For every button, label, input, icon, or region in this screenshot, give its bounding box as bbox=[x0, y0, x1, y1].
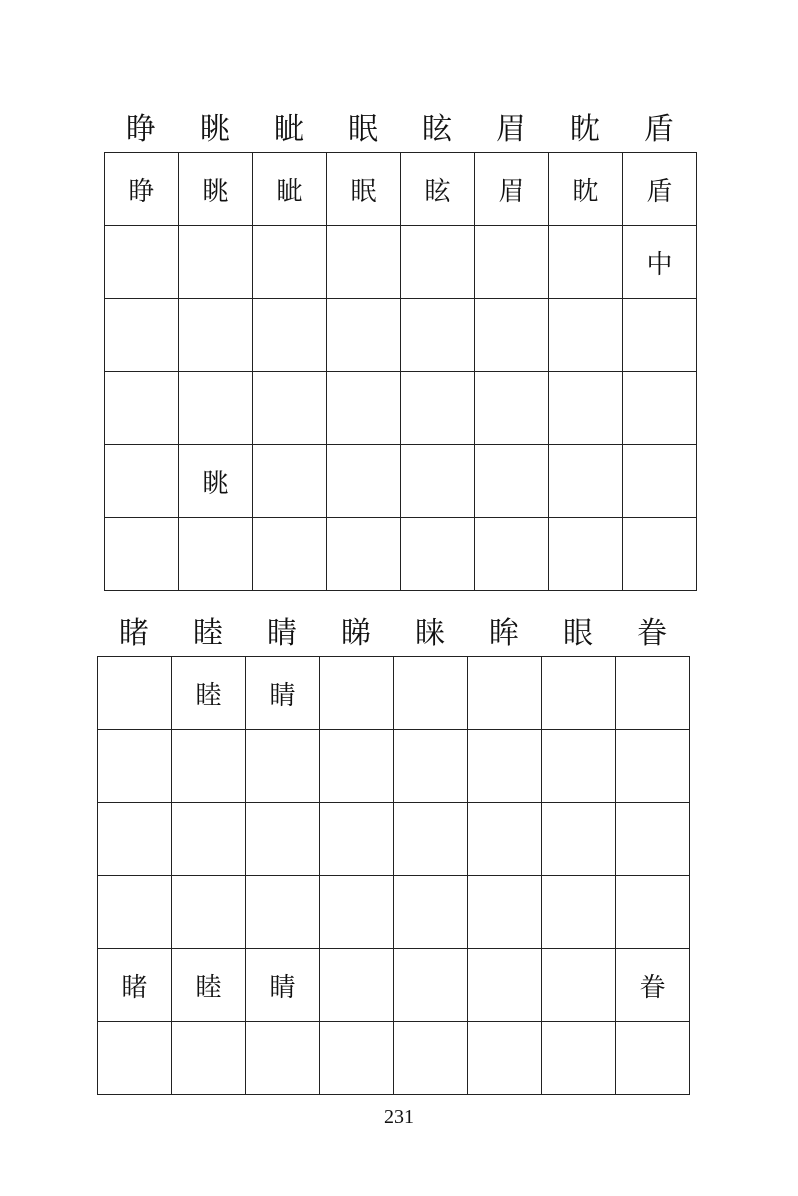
glyph-cell: 睁 bbox=[105, 153, 179, 226]
glyph-cell bbox=[98, 803, 172, 876]
column-header: 眸 bbox=[489, 616, 519, 651]
glyph-cell bbox=[320, 657, 394, 730]
glyph-cell bbox=[623, 372, 697, 445]
glyph-cell bbox=[616, 730, 690, 803]
column-header: 眉 bbox=[496, 112, 526, 147]
glyph-cell bbox=[246, 1022, 320, 1095]
glyph-cell bbox=[475, 372, 549, 445]
column-header: 睁 bbox=[126, 112, 156, 147]
glyph-cell bbox=[549, 518, 623, 591]
glyph-cell bbox=[468, 949, 542, 1022]
glyph-cell bbox=[542, 730, 616, 803]
glyph-cell bbox=[468, 1022, 542, 1095]
glyph-cell bbox=[542, 657, 616, 730]
glyph-cell bbox=[179, 372, 253, 445]
glyph-cell bbox=[394, 730, 468, 803]
glyph-cell bbox=[401, 372, 475, 445]
column-header: 眷 bbox=[637, 616, 667, 651]
glyph-cell: 睹 bbox=[98, 949, 172, 1022]
column-header: 眺 bbox=[200, 112, 230, 147]
glyph-cell bbox=[253, 372, 327, 445]
glyph-cell bbox=[394, 803, 468, 876]
column-header: 眈 bbox=[570, 112, 600, 147]
glyph-cell: 眺 bbox=[179, 153, 253, 226]
glyph-cell bbox=[401, 518, 475, 591]
glyph-cell: 眷 bbox=[616, 949, 690, 1022]
column-header: 睹 bbox=[119, 616, 149, 651]
glyph-cell bbox=[172, 730, 246, 803]
column-header: 睐 bbox=[415, 616, 445, 651]
column-header: 睇 bbox=[341, 616, 371, 651]
glyph-cell bbox=[172, 803, 246, 876]
glyph-cell: 中 bbox=[623, 226, 697, 299]
glyph-cell bbox=[616, 657, 690, 730]
glyph-cell: 睦 bbox=[172, 657, 246, 730]
glyph-cell bbox=[327, 299, 401, 372]
glyph-cell: 眈 bbox=[549, 153, 623, 226]
glyph-cell bbox=[179, 226, 253, 299]
glyph-cell: 眉 bbox=[475, 153, 549, 226]
glyph-cell bbox=[253, 518, 327, 591]
column-header: 睛 bbox=[267, 616, 297, 651]
glyph-cell bbox=[320, 949, 394, 1022]
glyph-cell bbox=[549, 226, 623, 299]
glyph-cell bbox=[179, 299, 253, 372]
glyph-cell: 睦 bbox=[172, 949, 246, 1022]
column-header: 盾 bbox=[644, 112, 674, 147]
glyph-cell bbox=[542, 949, 616, 1022]
glyph-cell bbox=[468, 730, 542, 803]
glyph-cell bbox=[246, 876, 320, 949]
glyph-cell bbox=[475, 518, 549, 591]
glyph-cell bbox=[401, 226, 475, 299]
glyph-cell: 眦 bbox=[253, 153, 327, 226]
glyph-cell: 睛 bbox=[246, 657, 320, 730]
glyph-cell bbox=[98, 730, 172, 803]
glyph-cell bbox=[105, 518, 179, 591]
column-header: 眼 bbox=[563, 616, 593, 651]
column-header: 眠 bbox=[348, 112, 378, 147]
glyph-cell bbox=[327, 372, 401, 445]
glyph-cell bbox=[623, 299, 697, 372]
glyph-cell bbox=[542, 803, 616, 876]
section-1-headers bbox=[104, 108, 696, 152]
glyph-cell bbox=[542, 1022, 616, 1095]
column-header: 眩 bbox=[422, 112, 452, 147]
glyph-cell bbox=[246, 730, 320, 803]
glyph-cell bbox=[616, 876, 690, 949]
glyph-cell bbox=[542, 876, 616, 949]
glyph-cell bbox=[320, 730, 394, 803]
glyph-cell bbox=[394, 949, 468, 1022]
glyph-cell bbox=[253, 226, 327, 299]
glyph-cell bbox=[327, 445, 401, 518]
section-2-headers bbox=[97, 612, 689, 656]
section-1-table bbox=[104, 152, 697, 591]
glyph-cell bbox=[253, 445, 327, 518]
glyph-cell bbox=[394, 876, 468, 949]
glyph-cell: 眩 bbox=[401, 153, 475, 226]
glyph-cell bbox=[105, 372, 179, 445]
glyph-cell bbox=[253, 299, 327, 372]
glyph-cell bbox=[246, 803, 320, 876]
glyph-cell: 睛 bbox=[246, 949, 320, 1022]
glyph-cell bbox=[172, 1022, 246, 1095]
glyph-cell bbox=[98, 657, 172, 730]
glyph-cell bbox=[549, 445, 623, 518]
glyph-cell bbox=[327, 226, 401, 299]
glyph-cell bbox=[320, 1022, 394, 1095]
glyph-cell bbox=[468, 876, 542, 949]
glyph-cell bbox=[179, 518, 253, 591]
glyph-cell bbox=[468, 803, 542, 876]
glyph-cell bbox=[475, 299, 549, 372]
glyph-cell bbox=[401, 445, 475, 518]
column-header: 眦 bbox=[274, 112, 304, 147]
glyph-cell bbox=[616, 803, 690, 876]
glyph-cell bbox=[623, 518, 697, 591]
glyph-cell bbox=[320, 876, 394, 949]
glyph-cell bbox=[327, 518, 401, 591]
page-number: 231 bbox=[384, 1106, 414, 1128]
glyph-cell bbox=[401, 299, 475, 372]
glyph-cell bbox=[394, 1022, 468, 1095]
glyph-cell bbox=[616, 1022, 690, 1095]
section-2-table bbox=[97, 656, 690, 1095]
glyph-cell bbox=[320, 803, 394, 876]
glyph-cell bbox=[172, 876, 246, 949]
column-header: 睦 bbox=[193, 616, 223, 651]
glyph-cell: 眠 bbox=[327, 153, 401, 226]
glyph-cell bbox=[105, 226, 179, 299]
glyph-cell: 眺 bbox=[179, 445, 253, 518]
glyph-cell bbox=[105, 445, 179, 518]
glyph-cell bbox=[98, 876, 172, 949]
glyph-cell bbox=[105, 299, 179, 372]
glyph-cell bbox=[549, 372, 623, 445]
glyph-cell bbox=[475, 445, 549, 518]
glyph-cell: 盾 bbox=[623, 153, 697, 226]
glyph-cell bbox=[623, 445, 697, 518]
glyph-cell bbox=[394, 657, 468, 730]
glyph-cell bbox=[549, 299, 623, 372]
glyph-cell bbox=[475, 226, 549, 299]
glyph-cell bbox=[468, 657, 542, 730]
glyph-cell bbox=[98, 1022, 172, 1095]
